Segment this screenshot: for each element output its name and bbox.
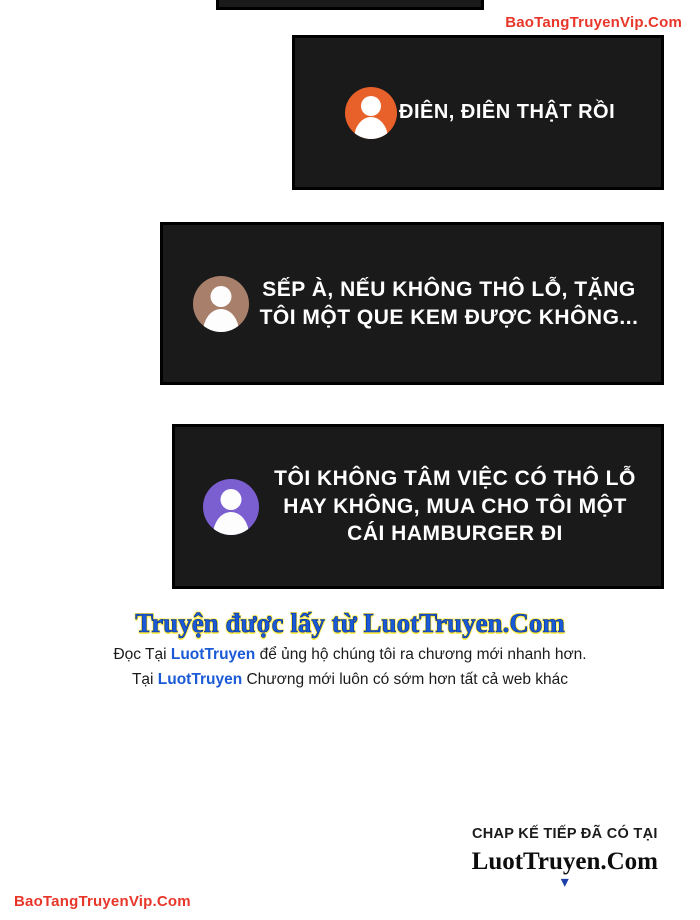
promo-line-2	[0, 671, 700, 689]
watermark-bottom-left: BaoTangTruyenVip.Com	[14, 893, 191, 910]
promo-line-2-brand[interactable]: LuotTruyen	[157, 671, 243, 688]
chevron-down-icon: ▾	[560, 874, 569, 891]
promo-line-1-b: để ủng hộ chúng tôi ra chương mới nhanh hơn.	[255, 646, 587, 663]
panel-dialogue-text: ĐIÊN, ĐIÊN THẬT RỒI	[399, 101, 616, 124]
comic-panel-dien	[292, 35, 664, 190]
comic-panel-cut-top	[216, 0, 484, 10]
next-chapter-label: CHAP KẾ TIẾP ĐÃ CÓ TẠI	[471, 826, 658, 842]
promo-line-2-b: Chương mới luôn có sớm hơn tất cả web khác	[242, 671, 569, 688]
panel-dialogue-text: SẾP À, NẾU KHÔNG THÔ LỖ, TẶNG TÔI MỘT QUE KEM ĐƯỢC KHÔNG...	[259, 277, 639, 329]
promo-line-1	[0, 646, 700, 664]
promo-headline	[0, 608, 700, 639]
promo-line-2-a: Tại	[131, 671, 158, 688]
next-chapter-brand[interactable]: LuotTruyen.Com	[471, 848, 658, 875]
comic-panel-sep-a	[160, 222, 664, 385]
avatar	[203, 479, 259, 535]
promo-headline-prefix: Truyện được lấy từ	[135, 608, 364, 638]
promo-block	[0, 608, 700, 689]
avatar	[193, 276, 249, 332]
promo-headline-brand[interactable]: LuotTruyen.Com	[363, 608, 565, 638]
watermark-top-right: BaoTangTruyenVip.Com	[505, 14, 682, 31]
next-chapter-block	[471, 826, 658, 891]
promo-line-1-brand[interactable]: LuotTruyen	[170, 646, 256, 663]
panel-dialogue-text: TÔI KHÔNG TÂM VIỆC CÓ THÔ LỖ HAY KHÔNG, MUA CHO TÔI MỘT CÁI HAMBURGER ĐI	[274, 466, 636, 546]
promo-line-1-a: Đọc Tại	[113, 646, 171, 663]
avatar	[345, 87, 397, 139]
comic-panel-hamburger	[172, 424, 664, 589]
